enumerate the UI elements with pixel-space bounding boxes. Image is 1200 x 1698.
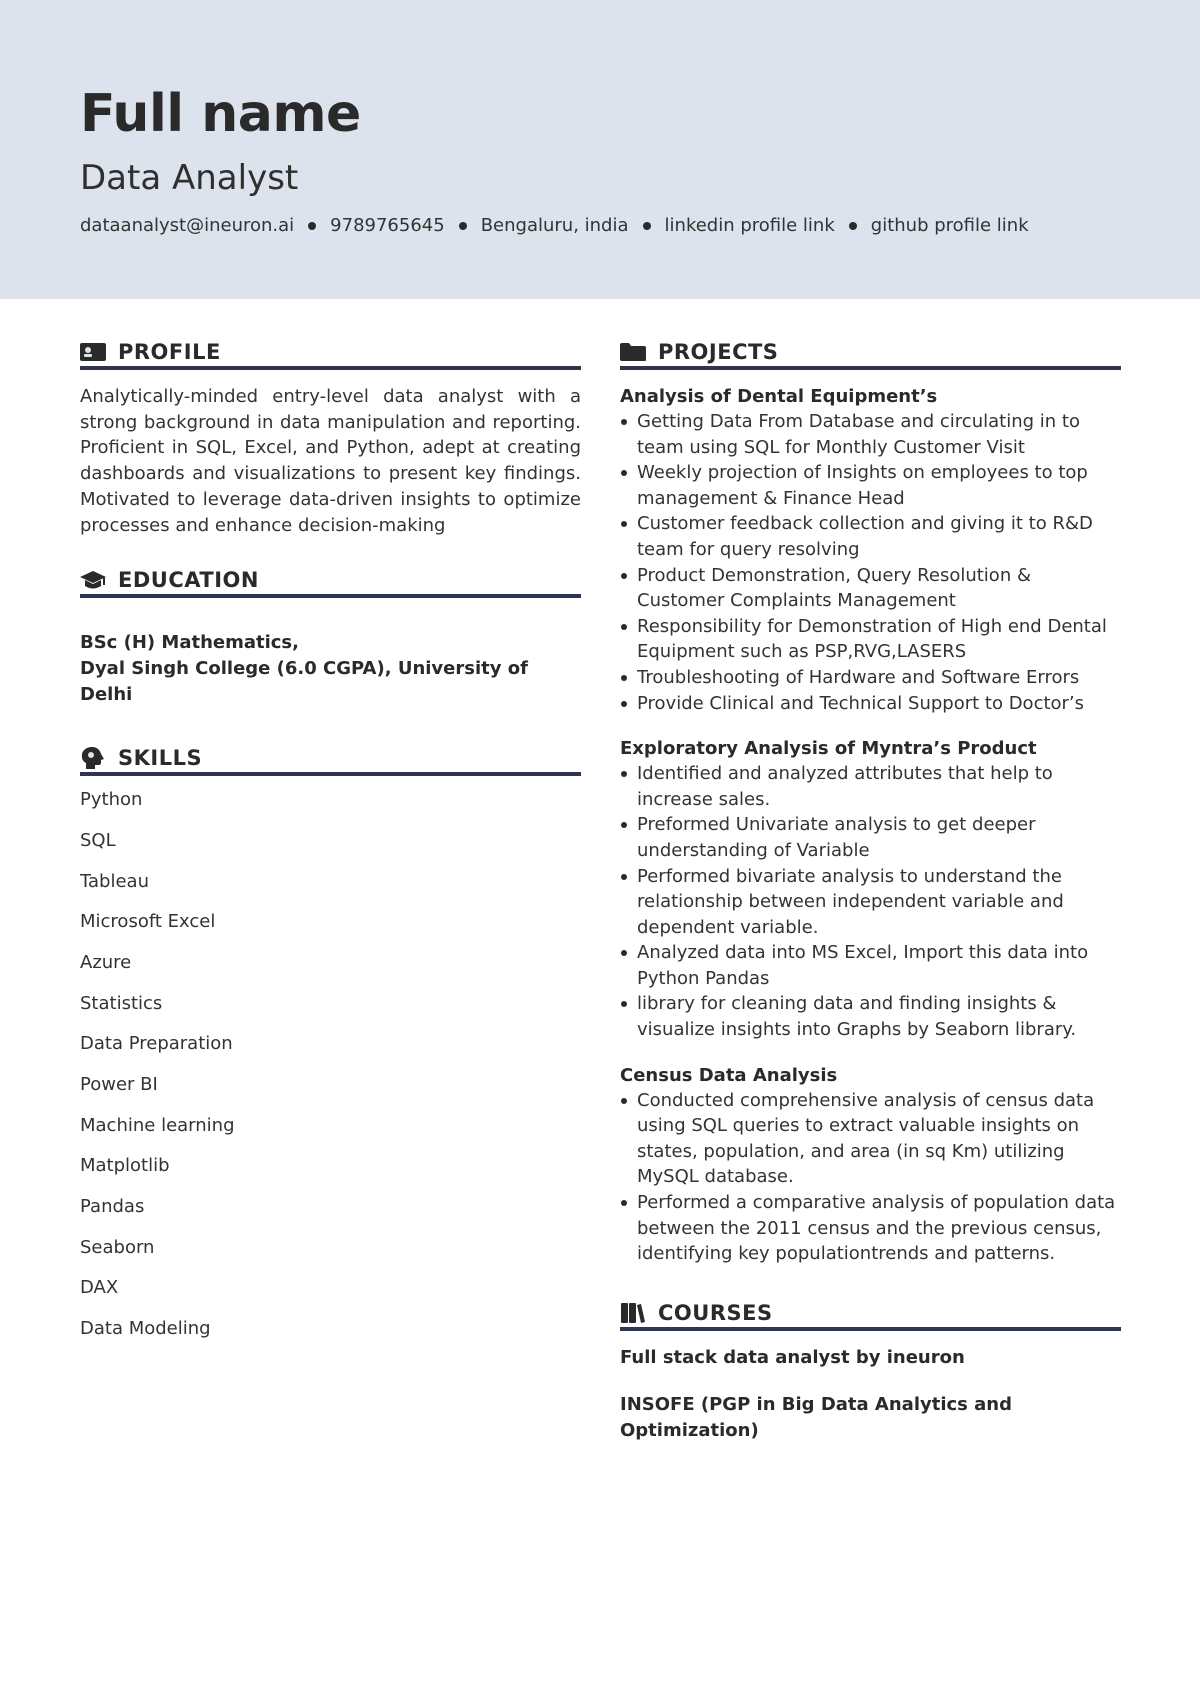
project-item [620, 384, 1121, 716]
skill-item: Microsoft Excel [80, 911, 216, 933]
section-heading [620, 1301, 1121, 1331]
bullet-item: Identified and analyzed attributes that help to increase sales. [620, 761, 1121, 812]
section-title: PROFILE [118, 340, 221, 364]
resume-header [0, 0, 1200, 299]
job-title: Data Analyst [80, 158, 299, 198]
book-icon [620, 1302, 646, 1324]
bullet-item: Product Demonstration, Query Resolution & Customer Complaints Management [620, 563, 1121, 614]
full-name: Full name [80, 84, 361, 144]
section-heading [80, 568, 581, 598]
skill-item: Pandas [80, 1196, 145, 1218]
skill-item: Python [80, 789, 143, 811]
section-title: PROJECTS [658, 340, 779, 364]
contact-linkedin[interactable]: linkedin profile link [664, 215, 835, 236]
skill-item: Azure [80, 951, 132, 973]
section-heading [620, 340, 1121, 370]
skill-item: Tableau [80, 870, 149, 892]
profile-summary: Analytically-minded entry-level data analyst with a strong background in data manipulation and reporting. Proficient in SQL, Excel, and Python, adept at creating dashboards and visualizations to present key findings. Motivated to leverage data-driven insights to optimize processes and enhance decision-making [80, 386, 581, 536]
contact-phone[interactable]: 9789765645 [330, 215, 445, 236]
contact-location: Bengaluru, india [480, 215, 629, 236]
contact-github[interactable]: github profile link [870, 215, 1029, 236]
skill-item: Power BI [80, 1074, 158, 1096]
contact-email[interactable]: dataanalyst@ineuron.ai [80, 215, 295, 236]
skill-item: SQL [80, 829, 116, 851]
left-column [80, 340, 581, 1384]
skill-item: Matplotlib [80, 1155, 170, 1177]
education-section [80, 568, 581, 708]
degree: BSc (H) Mathematics, [80, 632, 299, 654]
bullet-item: library for cleaning data and finding insights & visualize insights into Graphs by Seaborn library. [620, 991, 1121, 1042]
folder-icon [620, 341, 646, 363]
skills-list [80, 788, 581, 1358]
section-heading [80, 340, 581, 370]
bullet-item: Getting Data From Database and circulating in to team using SQL for Monthly Customer Visit [620, 409, 1121, 460]
project-title: Analysis of Dental Equipment’s [620, 386, 938, 407]
institution: Dyal Singh College (6.0 CGPA), University of Delhi [80, 658, 528, 706]
course-item: INSOFE (PGP in Big Data Analytics and Optimization) [620, 1393, 1013, 1441]
section-title: COURSES [658, 1300, 773, 1325]
bullet-separator [459, 222, 467, 230]
skill-item: DAX [80, 1277, 119, 1299]
course-item: Full stack data analyst by ineuron [620, 1346, 965, 1368]
projects-section [620, 340, 1121, 1267]
bullet-separator [308, 222, 316, 230]
project-item [620, 736, 1121, 1043]
bullet-separator [849, 222, 857, 230]
bullet-item: Weekly projection of Insights on employees to top management & Finance Head [620, 460, 1121, 511]
bullet-item: Conducted comprehensive analysis of census data using SQL queries to extract valuable insights on states, population, and area (in sq Km) utilizing MySQL database. [620, 1088, 1121, 1190]
section-heading [80, 746, 581, 776]
bullet-item: Troubleshooting of Hardware and Software Errors [620, 665, 1121, 691]
section-title: EDUCATION [118, 568, 259, 593]
project-item [620, 1063, 1121, 1267]
id-card-icon [80, 341, 106, 363]
right-column [620, 340, 1121, 1470]
bullet-item: Performed a comparative analysis of population data between the 2011 census and the previous census, identifying key populationtrends and patterns. [620, 1190, 1121, 1267]
education-entry [80, 612, 581, 708]
bullet-item: Provide Clinical and Technical Support to Doctor’s [620, 691, 1121, 717]
bullet-item: Preformed Univariate analysis to get deeper understanding of Variable [620, 812, 1121, 863]
bullet-item: Performed bivariate analysis to understand the relationship between independent variable and dependent variable. [620, 864, 1121, 941]
profile-section [80, 340, 581, 538]
bullet-item: Responsibility for Demonstration of High end Dental Equipment such as PSP,RVG,LASERS [620, 614, 1121, 665]
brain-icon [80, 747, 106, 769]
skill-item: Seaborn [80, 1236, 155, 1258]
bullet-item: Customer feedback collection and giving it to R&D team for query resolving [620, 511, 1121, 562]
skill-item: Machine learning [80, 1114, 235, 1136]
project-title: Exploratory Analysis of Myntra’s Product [620, 738, 1037, 760]
section-title: SKILLS [118, 746, 203, 771]
bullet-item: Analyzed data into MS Excel, Import this data into Python Pandas [620, 940, 1121, 991]
bullet-separator [643, 222, 651, 230]
skill-item: Statistics [80, 992, 163, 1014]
courses-section [620, 1301, 1121, 1444]
graduation-cap-icon [80, 569, 106, 591]
skills-section [80, 746, 581, 1358]
skill-item: Data Preparation [80, 1033, 233, 1055]
contact-line [80, 215, 1029, 236]
skill-item: Data Modeling [80, 1318, 211, 1340]
project-bullets [620, 409, 1121, 716]
project-bullets [620, 1088, 1121, 1267]
project-title: Census Data Analysis [620, 1064, 838, 1086]
project-bullets [620, 761, 1121, 1043]
